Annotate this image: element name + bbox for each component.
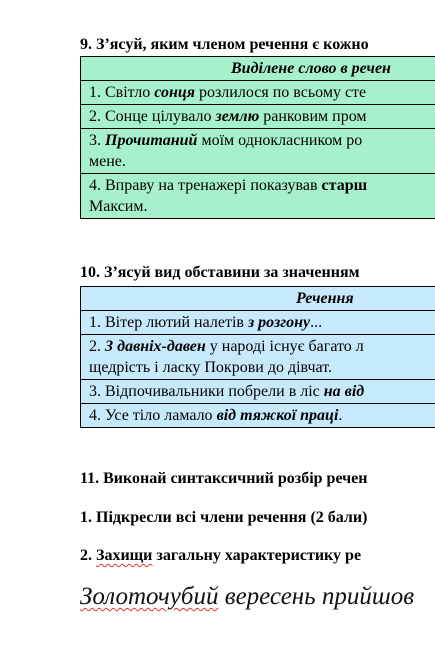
table-header-row	[81, 57, 435, 81]
q10-row-3: 3. Відпочивальники побрели в ліс на від	[81, 380, 435, 404]
table-row	[81, 81, 435, 105]
q10-heading: 10. З’ясуй вид обставини за значенням	[80, 264, 360, 281]
q9-row-3: 3. Прочитаний моїм однокласником ро мене.	[81, 129, 435, 174]
q10-row-4: 4. Усе тіло ламало від тяжкої праці.	[81, 404, 435, 428]
q11-task-2: 2. Захищи загальну характеристику ре	[80, 547, 362, 564]
q11-heading: 11. Виконай синтаксичний розбір речен	[80, 470, 368, 487]
table-row	[81, 311, 435, 335]
q9-row-4: 4. Вправу на тренажері показував старш Максим.	[81, 174, 435, 219]
q11-task-1: 1. Підкресли всі члени речення (2 бали)	[80, 509, 368, 526]
q10-table-header: Речення	[81, 287, 435, 311]
q10-row-1: 1. Вітер лютий налетів з розгону...	[81, 311, 435, 335]
q9-row-2: 2. Сонце цілувало землю ранковим пром	[81, 105, 435, 129]
q10-row-2: 2. З давніх-давен у народі існує багато л щедрість і ласку Покрови до дівчат.	[81, 335, 435, 380]
table-row	[81, 404, 435, 428]
table-row	[81, 174, 435, 219]
table-row	[81, 380, 435, 404]
q9-heading: 9. З’ясуй, яким членом речення є кожно	[80, 36, 369, 53]
handwritten-sentence: Золоточубий вересень прийшов	[80, 583, 415, 610]
table-row	[81, 335, 435, 380]
table-row	[81, 105, 435, 129]
q10-table	[80, 286, 435, 428]
q9-table	[80, 56, 435, 219]
q9-table-header: Виділене слово в речен	[81, 57, 435, 81]
table-row	[81, 129, 435, 174]
table-header-row	[81, 287, 435, 311]
q9-row-1: 1. Світло сонця розлилося по всьому сте	[81, 81, 435, 105]
